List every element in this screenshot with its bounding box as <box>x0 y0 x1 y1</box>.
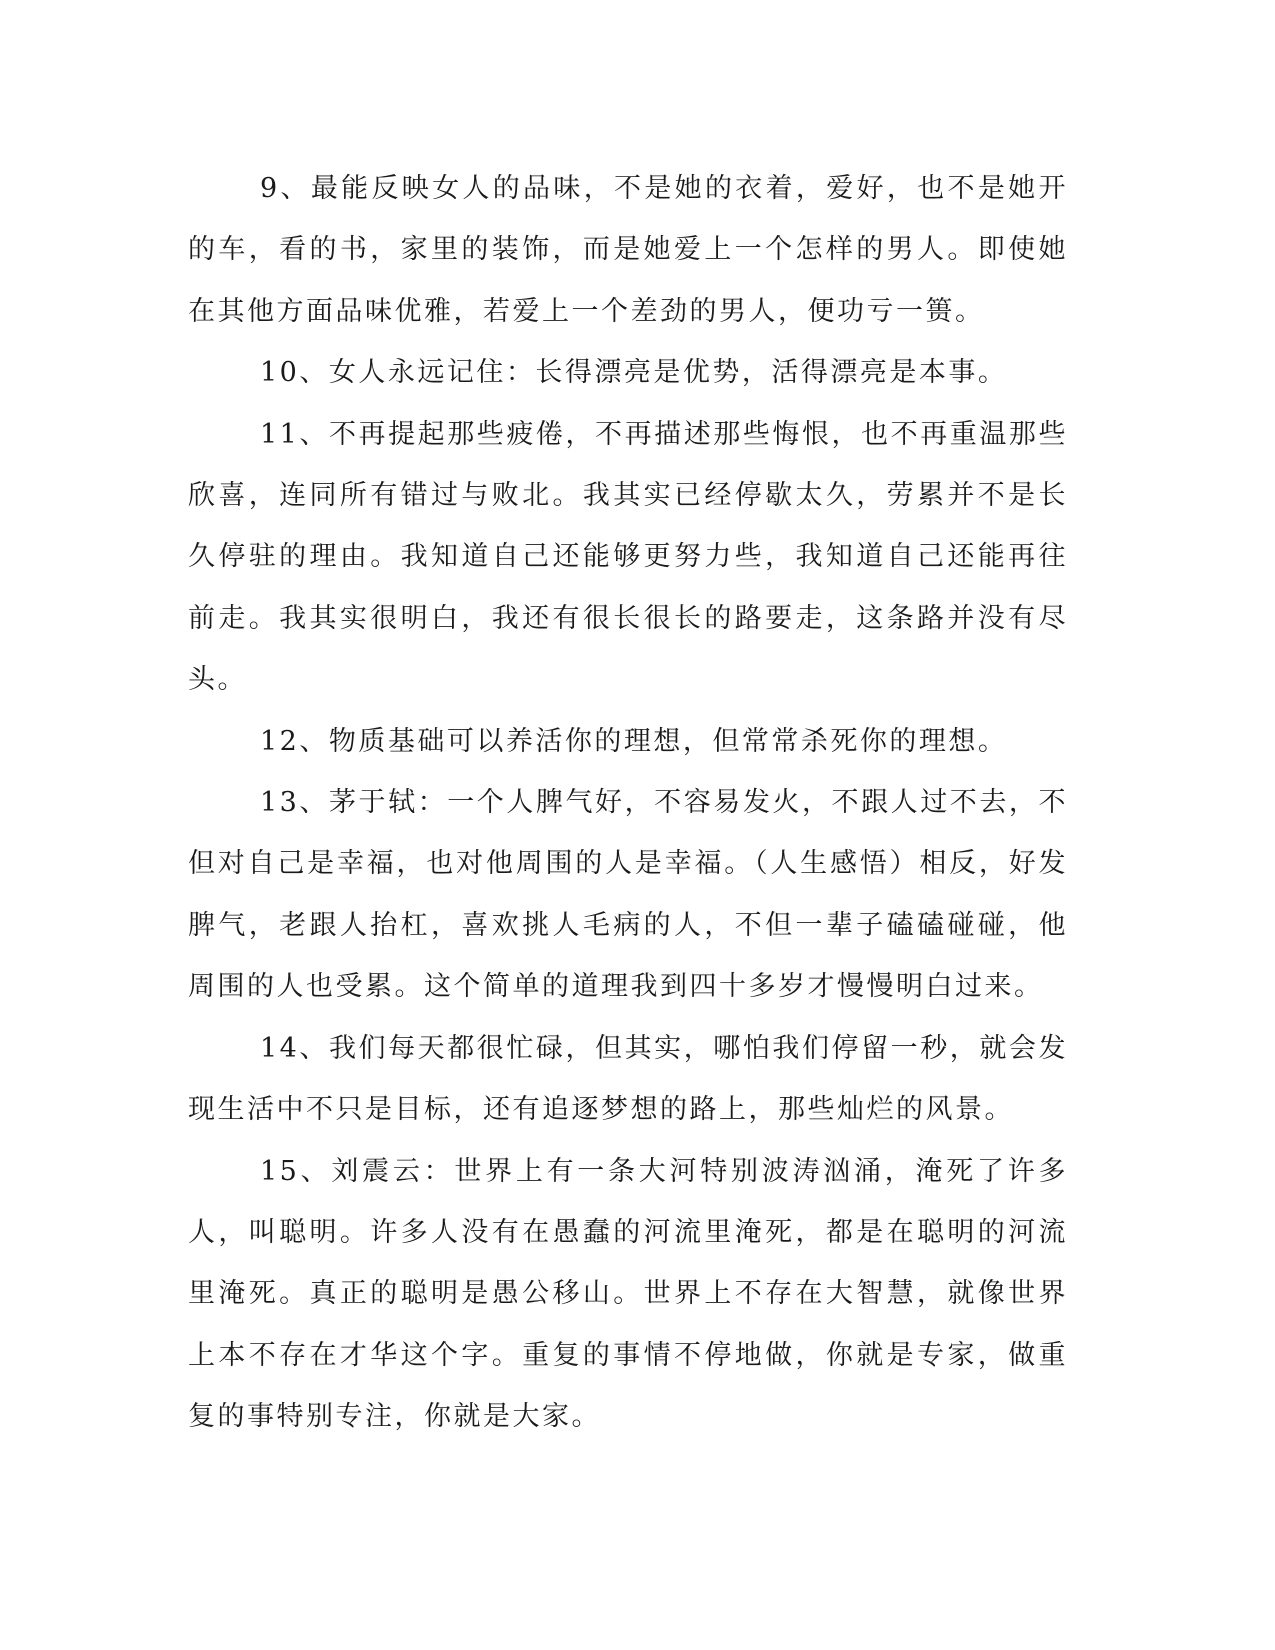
paragraph-9: 9、最能反映女人的品味，不是她的衣着，爱好，也不是她开的车，看的书，家里的装饰，而是她爱上一个怎样的男人。即使她在其他方面品味优雅，若爱上一个差劲的男人，便功亏一篑。 <box>188 173 1068 327</box>
paragraph-10: 10、女人永远记住：长得漂亮是优势，活得漂亮是本事。 <box>260 357 1008 389</box>
paragraph-14: 14、我们每天都很忙碌，但其实，哪怕我们停留一秒，就会发现生活中不只是目标，还有追逐梦想的路上，那些灿烂的风景。 <box>188 1032 1068 1126</box>
document-body <box>188 158 1068 1448</box>
paragraph-13: 13、茅于轼：一个人脾气好，不容易发火，不跟人过不去，不但对自己是幸福，也对他周围的人是幸福。（人生感悟）相反，好发脾气，老跟人抬杠，喜欢挑人毛病的人，不但一辈子磕磕碰碰，他周围的人也受累。这个简单的道理我到四十多岁才慢慢明白过来。 <box>188 787 1068 1003</box>
paragraph-15: 15、刘震云：世界上有一条大河特别波涛汹涌，淹死了许多人，叫聪明。许多人没有在愚蠢的河流里淹死，都是在聪明的河流里淹死。真正的聪明是愚公移山。世界上不存在大智慧，就像世界上本不存在才华这个字。重复的事情不停地做，你就是专家，做重复的事特别专注，你就是大家。 <box>188 1155 1068 1433</box>
paragraph-12: 12、物质基础可以养活你的理想，但常常杀死你的理想。 <box>260 725 1008 757</box>
paragraph-11: 11、不再提起那些疲倦，不再描述那些悔恨，也不再重温那些欣喜，连同所有错过与败北。我其实已经停歇太久，劳累并不是长久停驻的理由。我知道自己还能够更努力些，我知道自己还能再往前走。我其实很明白，我还有很长很长的路要走，这条路并没有尽头。 <box>188 418 1068 696</box>
